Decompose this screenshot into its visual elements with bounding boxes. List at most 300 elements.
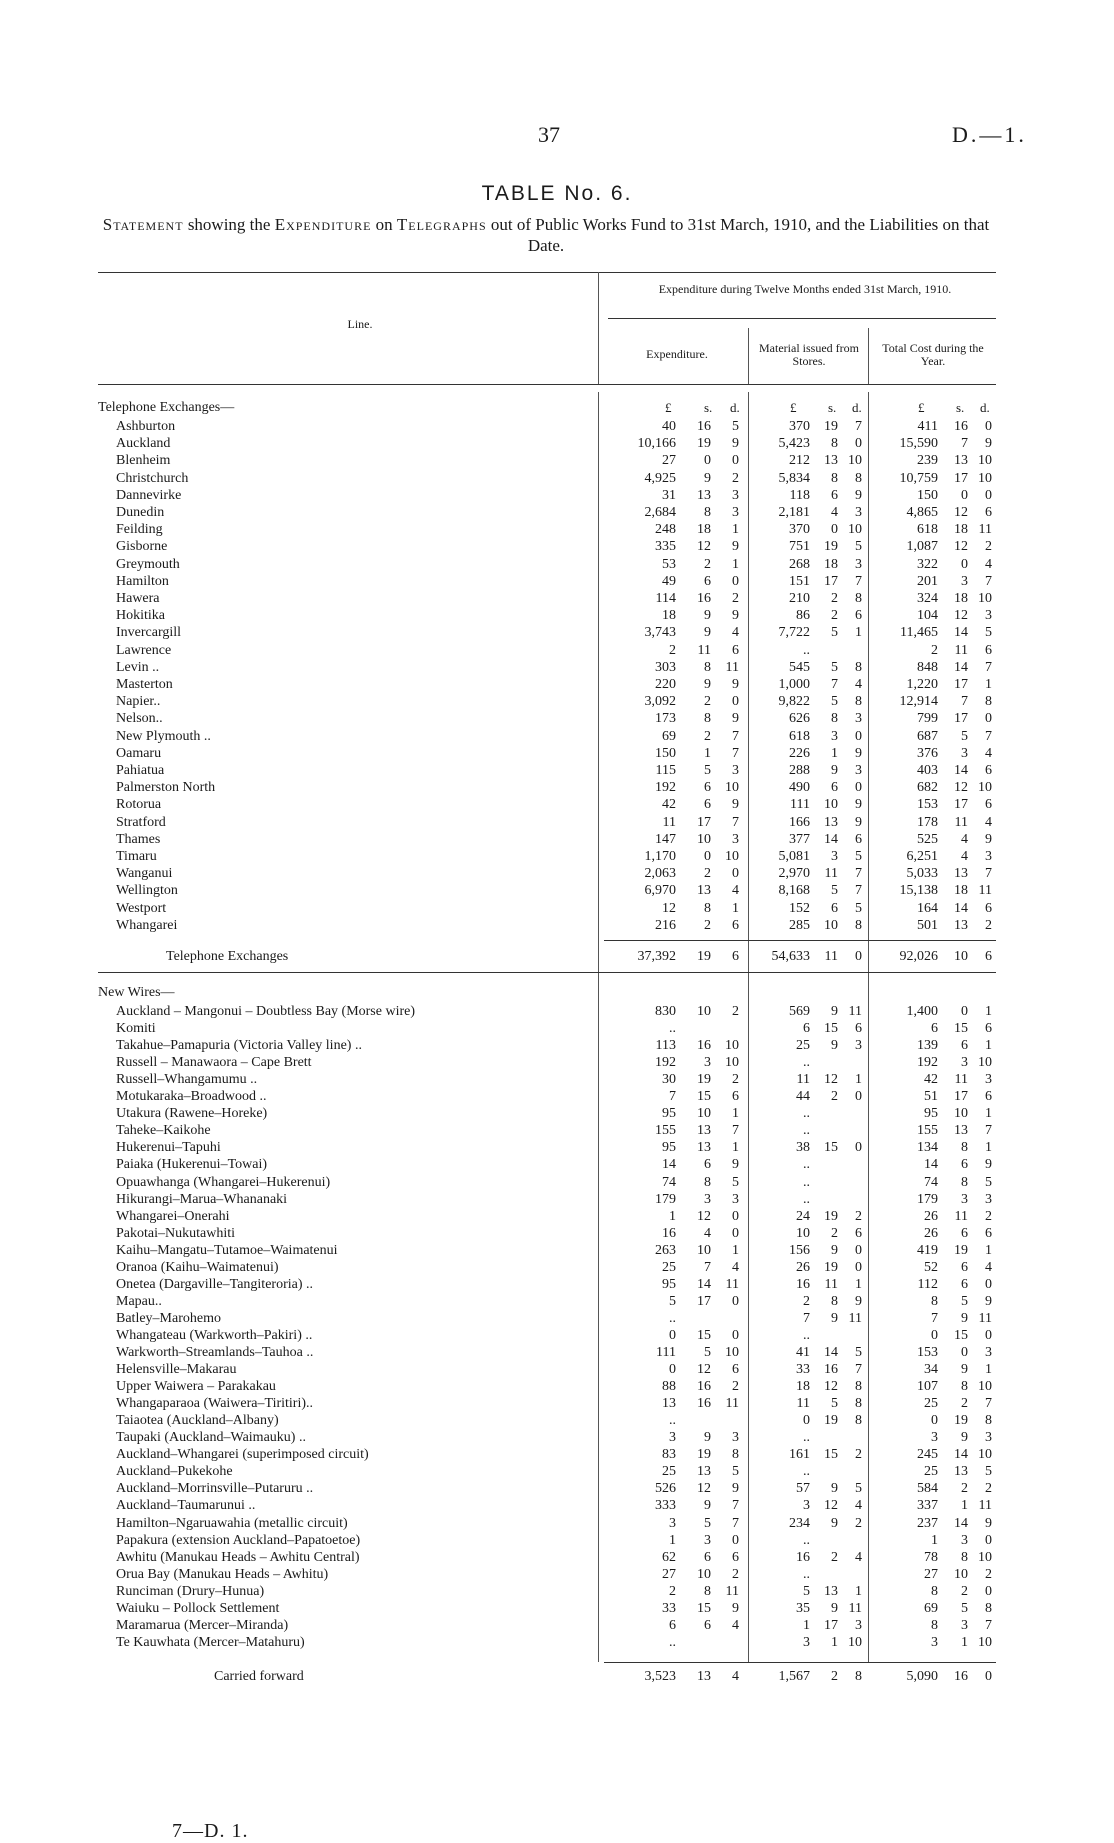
- total-material-pence: 0: [855, 949, 862, 964]
- expenditure-pounds: 83: [662, 1447, 676, 1463]
- table-row: [0, 1480, 1114, 1497]
- material-shillings: 5: [831, 694, 838, 710]
- line-name: Auckland: [116, 436, 171, 452]
- table-row: [0, 1259, 1114, 1276]
- line-name: Ashburton: [116, 419, 176, 434]
- total-shillings: 11: [954, 1072, 968, 1088]
- expenditure-shillings: 3: [704, 1191, 711, 1207]
- total-pounds: 25: [924, 1464, 938, 1480]
- total-shillings: 15: [954, 1021, 968, 1037]
- material-pence: 3: [855, 505, 862, 520]
- material-pence: 8: [855, 1396, 862, 1412]
- material-pounds: 618: [789, 728, 810, 744]
- material-pounds: 288: [789, 763, 810, 778]
- carried-total-pence: 0: [985, 1669, 992, 1684]
- header-line-divider: [598, 272, 599, 384]
- total-shillings: 12: [954, 539, 968, 555]
- total-pence: 10: [978, 453, 992, 469]
- table-row: [0, 452, 1114, 469]
- expenditure-pounds: 220: [655, 677, 676, 692]
- total-pounds: 501: [917, 917, 938, 933]
- material-pence: 0: [855, 780, 862, 796]
- material-shillings: 2: [831, 1089, 838, 1105]
- expenditure-pence: 9: [732, 1481, 739, 1497]
- total-pounds: 26: [924, 1225, 938, 1241]
- expenditure-pounds: 248: [655, 522, 676, 538]
- expenditure-shillings: 9: [704, 608, 711, 624]
- material-shillings: 19: [824, 419, 838, 434]
- total-pounds: 153: [917, 797, 938, 813]
- expenditure-pence: 0: [732, 1293, 739, 1309]
- material-shillings: 1: [831, 745, 838, 761]
- table-row: [0, 796, 1114, 813]
- material-shillings: 15: [824, 1447, 838, 1463]
- material-pounds: 6: [803, 1021, 810, 1037]
- column-header-material: Material issued from Stores.: [759, 341, 859, 368]
- carried-material-pounds: 1,567: [778, 1669, 810, 1684]
- table-row: [0, 1583, 1114, 1600]
- table-row: [0, 900, 1114, 917]
- expenditure-shillings: 6: [704, 1549, 711, 1565]
- line-name: Invercargill: [116, 625, 182, 641]
- table-row: [0, 1600, 1114, 1617]
- total-pence: 1: [985, 1106, 992, 1122]
- material-pounds: ..: [803, 1327, 810, 1343]
- material-shillings: 14: [824, 1345, 838, 1360]
- total-pence: 6: [985, 1225, 992, 1241]
- header-total-divider: [868, 328, 869, 384]
- carried-total-shillings: 16: [954, 1669, 968, 1684]
- expenditure-pence: 4: [732, 1259, 739, 1275]
- total-pence: 11: [978, 883, 992, 899]
- table-row: [0, 745, 1114, 762]
- total-pence: 8: [985, 1413, 992, 1429]
- total-pounds: 52: [924, 1259, 938, 1275]
- material-pounds: 490: [789, 780, 810, 796]
- table-row: [0, 642, 1114, 659]
- expenditure-pounds: 3: [669, 1515, 676, 1531]
- carried-total-pounds: 5,090: [906, 1669, 938, 1684]
- table-row: [0, 1003, 1114, 1020]
- expenditure-shillings: 16: [697, 1396, 711, 1412]
- expenditure-pence: 6: [732, 642, 739, 658]
- total-shillings: 13: [954, 866, 968, 882]
- total-pounds: 799: [917, 711, 938, 727]
- total-pence: 7: [985, 1617, 992, 1633]
- expenditure-pence: 11: [725, 1396, 739, 1412]
- material-pounds: 26: [796, 1259, 810, 1275]
- material-pence: 1: [855, 625, 862, 641]
- expenditure-pounds: 114: [655, 591, 676, 606]
- table-row: [0, 1310, 1114, 1327]
- total-pence: 1: [985, 1362, 992, 1378]
- material-shillings: 8: [831, 711, 838, 727]
- expenditure-shillings: 16: [697, 1379, 711, 1395]
- material-pounds: 9,822: [778, 694, 810, 710]
- expenditure-shillings: 8: [704, 505, 711, 520]
- expenditure-pence: 4: [732, 625, 739, 641]
- material-pence: 5: [855, 1481, 862, 1497]
- material-shillings: 0: [831, 522, 838, 538]
- expenditure-pounds: 25: [662, 1259, 676, 1275]
- carried-forward-label: Carried forward: [214, 1669, 304, 1684]
- material-pounds: 16: [796, 1276, 810, 1292]
- line-name: Maramarua (Mercer–Miranda): [116, 1617, 289, 1633]
- expenditure-shillings: 6: [704, 780, 711, 796]
- material-pence: 7: [855, 866, 862, 882]
- expenditure-shillings: 10: [697, 1242, 711, 1258]
- total-pounds: 0: [931, 1413, 938, 1429]
- total-pence: 0: [985, 419, 992, 434]
- expenditure-pounds: 40: [662, 419, 676, 434]
- table-row: [0, 1463, 1114, 1480]
- total-pence: 11: [978, 1498, 992, 1514]
- expenditure-shillings: 5: [704, 1345, 711, 1360]
- total-pence: 9: [985, 436, 992, 452]
- material-pence: 5: [855, 539, 862, 555]
- total-pounds: 4,865: [906, 505, 938, 520]
- material-pence: 5: [855, 900, 862, 916]
- total-pounds: 411: [917, 419, 938, 434]
- table-row: [0, 1566, 1114, 1583]
- total-pounds: 7: [931, 1310, 938, 1326]
- total-pence: 0: [985, 1327, 992, 1343]
- total-shillings: 5: [961, 1600, 968, 1616]
- total-pence: 0: [985, 711, 992, 727]
- expenditure-pounds: 333: [655, 1498, 676, 1514]
- line-name: Warkworth–Streamlands–Tauhoa ..: [116, 1345, 314, 1360]
- total-shillings: 3: [961, 745, 968, 761]
- total-shillings: 13: [954, 1123, 968, 1139]
- line-name: Thames: [116, 831, 161, 847]
- expenditure-pence: 9: [732, 677, 739, 692]
- table-row: [0, 848, 1114, 865]
- expenditure-pounds: 27: [662, 1566, 676, 1582]
- expenditure-pounds: 27: [662, 453, 676, 469]
- expenditure-shillings: 16: [697, 1038, 711, 1054]
- expenditure-pence: 3: [732, 487, 739, 503]
- material-pounds: 377: [789, 831, 810, 847]
- total-pounds: 8: [931, 1293, 938, 1309]
- material-pounds: 3: [803, 1498, 810, 1514]
- material-pence: 3: [855, 711, 862, 727]
- table-row: [0, 1617, 1114, 1634]
- material-pence: 10: [848, 522, 862, 538]
- total-shillings: 13: [954, 1464, 968, 1480]
- expenditure-pounds: 303: [655, 659, 676, 675]
- material-pence: 8: [855, 591, 862, 606]
- material-pounds: 234: [789, 1515, 810, 1531]
- total-pounds: 419: [917, 1242, 938, 1258]
- material-shillings: 12: [824, 1379, 838, 1395]
- total-shillings: 8: [961, 1549, 968, 1565]
- material-pence: 8: [855, 1379, 862, 1395]
- material-pounds: 3: [803, 1634, 810, 1650]
- material-pence: 7: [855, 419, 862, 434]
- material-shillings: 8: [831, 470, 838, 486]
- unit-shilling-material: s.: [828, 400, 837, 415]
- material-pounds: 161: [789, 1447, 810, 1463]
- total-pence: 2: [985, 1481, 992, 1497]
- expenditure-shillings: 4: [704, 1225, 711, 1241]
- table-row: [0, 470, 1114, 487]
- table-row: [0, 487, 1114, 504]
- expenditure-pence: 0: [732, 1208, 739, 1224]
- table-row: [0, 590, 1114, 607]
- exchanges-total-row: [0, 948, 1114, 966]
- expenditure-shillings: 2: [704, 866, 711, 882]
- total-pence: 3: [985, 849, 992, 864]
- expenditure-pence: 6: [732, 917, 739, 933]
- table-row: [0, 1395, 1114, 1412]
- material-pence: 4: [855, 1549, 862, 1565]
- unit-pound-total: £: [918, 400, 925, 415]
- expenditure-pounds: 526: [655, 1481, 676, 1497]
- line-name: Hokitika: [116, 608, 165, 624]
- line-name: Auckland – Mangonui – Doubtless Bay (Morse wire): [116, 1004, 416, 1019]
- column-header-total: Total Cost during the Year.: [882, 341, 984, 368]
- total-pence: 7: [985, 728, 992, 744]
- material-shillings: 11: [824, 1276, 838, 1292]
- carried-material-pence: 8: [855, 1669, 862, 1684]
- material-pence: 9: [855, 814, 862, 830]
- table-row: [0, 573, 1114, 590]
- total-shillings: 1: [961, 1634, 968, 1650]
- material-shillings: 3: [831, 728, 838, 744]
- expenditure-pounds: 49: [662, 573, 676, 589]
- total-total-shillings: 10: [954, 949, 968, 964]
- material-shillings: 1: [831, 1634, 838, 1650]
- total-pence: 7: [985, 573, 992, 589]
- material-pounds: ..: [803, 1106, 810, 1122]
- total-shillings: 9: [961, 1310, 968, 1326]
- expenditure-pounds: 0: [669, 1362, 676, 1378]
- expenditure-shillings: 13: [697, 883, 711, 899]
- table-row: [0, 418, 1114, 435]
- expenditure-pounds: ..: [669, 1310, 676, 1326]
- total-pounds: 8: [931, 1617, 938, 1633]
- material-shillings: 2: [831, 1225, 838, 1241]
- total-shillings: 13: [954, 917, 968, 933]
- line-name: Taheke–Kaikohe: [116, 1123, 211, 1139]
- material-shillings: 12: [824, 1498, 838, 1514]
- total-shillings: 8: [961, 1174, 968, 1190]
- expenditure-pounds: 95: [662, 1276, 676, 1292]
- line-name: Auckland–Taumarunui ..: [116, 1498, 256, 1514]
- material-shillings: 17: [824, 1617, 838, 1633]
- table-row: [0, 435, 1114, 452]
- material-pence: 9: [855, 745, 862, 761]
- expenditure-shillings: 0: [704, 453, 711, 469]
- total-pounds: 6: [931, 1021, 938, 1037]
- total-pounds: 69: [924, 1600, 938, 1616]
- total-pence: 1: [985, 1038, 992, 1054]
- line-name: Awhitu (Manukau Heads – Awhitu Central): [116, 1549, 360, 1565]
- total-shillings: 14: [954, 659, 968, 675]
- line-name: Lawrence: [116, 642, 172, 658]
- expenditure-pounds: 42: [662, 797, 676, 813]
- expenditure-shillings: 2: [704, 917, 711, 933]
- exchanges-total-top-rule: [604, 940, 996, 941]
- total-pounds: 10,759: [899, 470, 938, 486]
- table-row: [0, 1327, 1114, 1344]
- material-pounds: 370: [789, 419, 810, 434]
- expenditure-pounds: 1,170: [644, 849, 676, 864]
- expenditure-pence: 5: [732, 1174, 739, 1190]
- total-shillings: 8: [961, 1379, 968, 1395]
- material-pence: 0: [855, 728, 862, 744]
- table-row: [0, 504, 1114, 521]
- expenditure-pence: 5: [732, 419, 739, 434]
- material-pounds: ..: [803, 1123, 810, 1139]
- material-pence: 1: [855, 1276, 862, 1292]
- material-pounds: 226: [789, 745, 810, 761]
- expenditure-shillings: 13: [697, 1123, 711, 1139]
- material-pence: 10: [848, 1634, 862, 1650]
- total-shillings: 14: [954, 1515, 968, 1531]
- total-expenditure-pounds: 37,392: [637, 949, 676, 964]
- expenditure-shillings: 6: [704, 573, 711, 589]
- line-name: Timaru: [116, 849, 157, 864]
- material-pence: 4: [855, 677, 862, 692]
- total-pence: 1: [985, 1242, 992, 1258]
- total-pence: 6: [985, 642, 992, 658]
- material-shillings: 11: [824, 866, 838, 882]
- table-row: [0, 1191, 1114, 1208]
- table-title: TABLE No. 6.: [481, 182, 633, 205]
- expenditure-pounds: 335: [655, 539, 676, 555]
- total-pounds: 8: [931, 1583, 938, 1599]
- expenditure-shillings: 9: [704, 1498, 711, 1514]
- expenditure-pence: 0: [732, 1327, 739, 1343]
- line-name: Hikurangi–Marua–Whananaki: [116, 1191, 288, 1207]
- material-pence: 6: [855, 1021, 862, 1037]
- material-pounds: 38: [796, 1140, 810, 1156]
- material-pounds: ..: [803, 1157, 810, 1173]
- table-row: [0, 1139, 1114, 1156]
- line-name: Westport: [116, 900, 167, 916]
- carried-expenditure-pounds: 3,523: [644, 1669, 676, 1684]
- total-pounds: 104: [917, 608, 938, 624]
- expenditure-pounds: 2,063: [644, 866, 676, 882]
- line-name: Batley–Marohemo: [116, 1310, 221, 1326]
- expenditure-pounds: 111: [656, 1345, 676, 1360]
- expenditure-pounds: 18: [662, 608, 676, 624]
- unit-shilling-expenditure: s.: [704, 400, 713, 415]
- table-row: [0, 762, 1114, 779]
- total-pence: 9: [985, 1157, 992, 1173]
- header-bottom-rule: [98, 384, 996, 385]
- expenditure-pounds: 6,970: [644, 883, 676, 899]
- material-pounds: 35: [796, 1600, 810, 1616]
- page-signature: 7—D. 1.: [172, 1820, 249, 1842]
- total-pence: 6: [985, 1021, 992, 1037]
- total-pounds: 584: [917, 1481, 938, 1497]
- table-row: [0, 1412, 1114, 1429]
- total-pence: 7: [985, 866, 992, 882]
- expenditure-shillings: 6: [704, 1157, 711, 1173]
- total-shillings: 17: [954, 1089, 968, 1105]
- material-pounds: 86: [796, 608, 810, 624]
- material-shillings: 10: [824, 917, 838, 933]
- material-pounds: 25: [796, 1038, 810, 1054]
- expenditure-shillings: 14: [697, 1276, 711, 1292]
- material-pounds: 545: [789, 659, 810, 675]
- expenditure-shillings: 10: [697, 1106, 711, 1122]
- expenditure-pence: 6: [732, 1089, 739, 1105]
- line-name: Paiaka (Hukerenui–Towai): [116, 1157, 268, 1173]
- expenditure-pence: 7: [732, 745, 739, 761]
- material-pounds: ..: [803, 1464, 810, 1480]
- material-pence: 9: [855, 487, 862, 503]
- line-name: Takahue–Pamapuria (Victoria Valley line) ..: [116, 1038, 362, 1054]
- total-pounds: 322: [917, 556, 938, 572]
- total-total-pence: 6: [985, 949, 992, 964]
- total-pounds: 112: [917, 1276, 938, 1292]
- expenditure-pence: 9: [732, 1600, 739, 1616]
- material-shillings: 19: [824, 1259, 838, 1275]
- material-pence: 3: [855, 1038, 862, 1054]
- expenditure-shillings: 9: [704, 1430, 711, 1446]
- material-pence: 6: [855, 831, 862, 847]
- table-row: [0, 1156, 1114, 1173]
- material-shillings: 15: [824, 1140, 838, 1156]
- material-pence: 3: [855, 556, 862, 572]
- line-name: Dunedin: [116, 505, 165, 520]
- expenditure-shillings: 2: [704, 556, 711, 572]
- material-shillings: 19: [824, 539, 838, 555]
- line-name: Komiti: [116, 1021, 156, 1037]
- expenditure-pounds: 10,166: [637, 436, 676, 452]
- total-shillings: 11: [954, 814, 968, 830]
- line-name: Auckland–Morrinsville–Putaruru ..: [116, 1481, 314, 1497]
- total-pounds: 682: [917, 780, 938, 796]
- table-row: [0, 831, 1114, 848]
- material-pence: 3: [855, 1617, 862, 1633]
- line-name: Te Kauwhata (Mercer–Matahuru): [116, 1634, 305, 1650]
- material-pounds: 57: [796, 1481, 810, 1497]
- total-pounds: 848: [917, 659, 938, 675]
- total-pence: 5: [985, 625, 992, 641]
- material-pence: 0: [855, 1242, 862, 1258]
- statement-word-telegraphs: Telegraphs: [396, 215, 487, 234]
- expenditure-pence: 3: [732, 763, 739, 778]
- material-pence: 8: [855, 694, 862, 710]
- expenditure-pounds: 14: [662, 1157, 676, 1173]
- total-pounds: 3: [931, 1430, 938, 1446]
- expenditure-shillings: 1: [704, 745, 711, 761]
- total-pounds: 179: [917, 1191, 938, 1207]
- material-pence: 1: [855, 1583, 862, 1599]
- expenditure-pounds: 2: [669, 642, 676, 658]
- total-pence: 4: [985, 556, 992, 572]
- line-name: Hamilton: [116, 573, 169, 589]
- total-pence: 2: [985, 917, 992, 933]
- line-name: Palmerston North: [116, 780, 216, 796]
- carried-material-shillings: 2: [831, 1669, 838, 1684]
- line-name: Napier..: [116, 694, 161, 710]
- material-pounds: 210: [789, 591, 810, 606]
- material-pence: 2: [855, 1447, 862, 1463]
- line-name: Whangaparaoa (Waiwera–Tiritiri)..: [116, 1396, 313, 1412]
- total-pounds: 164: [917, 900, 938, 916]
- expenditure-shillings: 2: [704, 694, 711, 710]
- table-row: [0, 865, 1114, 882]
- material-shillings: 18: [824, 556, 838, 572]
- line-name: Oranoa (Kaihu–Waimatenui): [116, 1259, 279, 1275]
- material-pence: 8: [855, 659, 862, 675]
- expenditure-pence: 10: [725, 1345, 739, 1360]
